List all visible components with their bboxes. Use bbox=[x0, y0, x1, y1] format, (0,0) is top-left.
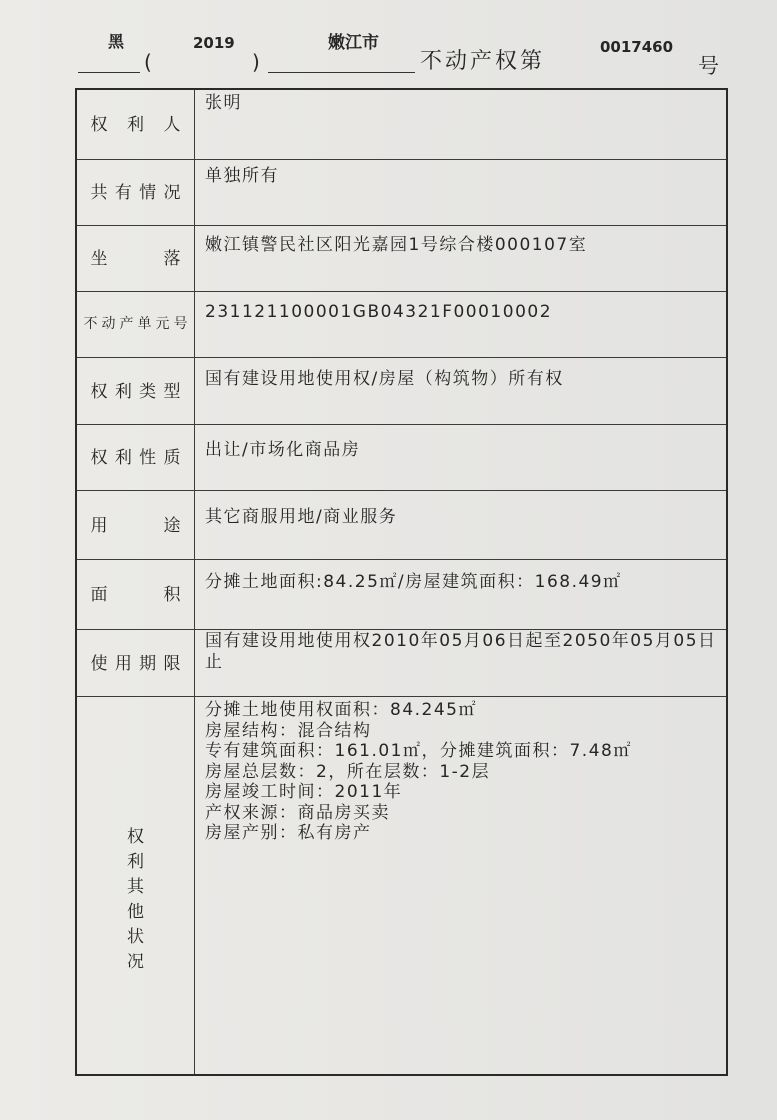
label-char: 落 bbox=[163, 249, 181, 269]
certificate-suffix: 号 bbox=[698, 54, 719, 78]
label-char: 人 bbox=[163, 115, 181, 135]
label-cell bbox=[77, 226, 195, 291]
label-cell bbox=[77, 160, 195, 225]
label-char: 元 bbox=[155, 315, 170, 332]
label-cell bbox=[77, 292, 195, 357]
label-char: 有 bbox=[114, 183, 132, 203]
value-term: 国有建设用地使用权2010年05月06日起至2050年05月05日止 bbox=[205, 631, 717, 672]
label-char: 型 bbox=[163, 381, 181, 402]
label-char: 动 bbox=[101, 315, 116, 332]
label-char: 况 bbox=[127, 952, 144, 972]
row-right-nature bbox=[77, 425, 726, 491]
value-area: 分摊土地面积:84.25㎡/房屋建筑面积：168.49㎡ bbox=[205, 572, 622, 592]
row-unit-number bbox=[77, 292, 726, 358]
other-line: 分摊土地使用权面积：84.245㎡ bbox=[205, 700, 477, 720]
label-char: 权 bbox=[127, 827, 144, 847]
label-char: 共 bbox=[90, 183, 108, 203]
other-line: 房屋结构：混合结构 bbox=[205, 720, 372, 741]
label-right-holder bbox=[91, 110, 181, 135]
label-char: 利 bbox=[114, 381, 132, 402]
certificate-number: 0017460 bbox=[600, 38, 674, 56]
label-char: 不 bbox=[83, 315, 98, 332]
label-char: 使 bbox=[90, 653, 108, 674]
label-char: 质 bbox=[163, 448, 181, 468]
label-char: 状 bbox=[127, 927, 144, 947]
label-char: 积 bbox=[163, 585, 181, 605]
label-char: 途 bbox=[163, 515, 181, 536]
label-char: 其 bbox=[127, 877, 144, 897]
label-area bbox=[91, 580, 181, 605]
label-right-nature bbox=[91, 443, 181, 468]
label-char: 情 bbox=[139, 183, 157, 203]
label-right-type bbox=[91, 377, 181, 402]
label-char: 期 bbox=[139, 653, 157, 674]
label-char: 单 bbox=[137, 315, 152, 332]
label-char: 他 bbox=[127, 902, 144, 922]
label-char: 号 bbox=[173, 315, 188, 332]
certificate-city: 嫩江市 bbox=[328, 33, 379, 53]
value-right-holder: 张明 bbox=[205, 93, 242, 113]
label-cell bbox=[77, 697, 195, 1074]
other-line: 房屋竣工时间：2011年 bbox=[205, 782, 403, 802]
label-location bbox=[91, 244, 181, 269]
close-parenthesis: ) bbox=[252, 50, 260, 74]
label-cell bbox=[77, 560, 195, 629]
open-parenthesis: ( bbox=[144, 50, 152, 74]
city-underline bbox=[268, 72, 415, 73]
value-other-status bbox=[195, 697, 726, 1074]
label-cell bbox=[77, 630, 195, 696]
label-char: 利 bbox=[127, 852, 144, 872]
province-underline bbox=[78, 72, 140, 73]
row-other-status bbox=[77, 697, 726, 1074]
label-char: 利 bbox=[127, 115, 144, 135]
label-char: 用 bbox=[114, 653, 132, 674]
label-char: 限 bbox=[163, 653, 181, 674]
row-term bbox=[77, 630, 726, 697]
label-char: 况 bbox=[163, 183, 181, 203]
row-location bbox=[77, 226, 726, 292]
label-cell bbox=[77, 491, 195, 559]
label-co-ownership bbox=[91, 178, 181, 203]
value-right-nature: 出让/市场化商品房 bbox=[205, 440, 361, 460]
label-char: 利 bbox=[114, 448, 132, 468]
certificate-prefix: 不动产权第 bbox=[420, 49, 546, 74]
label-char: 权 bbox=[90, 115, 108, 135]
other-line: 房屋产别：私有房产 bbox=[205, 823, 372, 843]
value-co-ownership: 单独所有 bbox=[205, 166, 279, 186]
province-abbreviation: 黑 bbox=[108, 32, 125, 51]
other-line: 产权来源：商品房买卖 bbox=[205, 802, 390, 823]
label-char: 类 bbox=[139, 381, 157, 402]
row-co-ownership bbox=[77, 160, 726, 226]
label-char: 用 bbox=[90, 515, 108, 536]
certificate-year: 2019 bbox=[193, 34, 235, 52]
value-right-type: 国有建设用地使用权/房屋（构筑物）所有权 bbox=[205, 369, 564, 389]
label-char: 权 bbox=[90, 448, 108, 468]
label-char: 面 bbox=[90, 585, 108, 605]
label-char: 性 bbox=[139, 448, 157, 468]
property-info-table bbox=[75, 88, 728, 1076]
row-area bbox=[77, 560, 726, 630]
label-char: 坐 bbox=[90, 249, 108, 269]
other-line: 房屋总层数：2，所在层数：1-2层 bbox=[205, 761, 491, 782]
label-char: 权 bbox=[90, 381, 108, 402]
label-cell bbox=[77, 425, 195, 490]
value-location: 嫩江镇警民社区阳光嘉园1号综合楼000107室 bbox=[205, 235, 588, 255]
value-usage: 其它商服用地/商业服务 bbox=[205, 507, 398, 527]
row-usage bbox=[77, 491, 726, 560]
label-unit-number bbox=[84, 313, 188, 333]
label-term bbox=[91, 649, 181, 674]
row-right-type bbox=[77, 358, 726, 425]
label-cell bbox=[77, 358, 195, 424]
row-right-holder bbox=[77, 90, 726, 160]
other-line: 专有建筑面积：161.01㎡，分摊建筑面积：7.48㎡ bbox=[205, 741, 632, 761]
label-usage bbox=[91, 511, 181, 536]
label-other-status bbox=[125, 822, 147, 972]
value-unit-number: 231121100001GB04321F00010002 bbox=[205, 302, 553, 322]
label-char: 产 bbox=[119, 315, 134, 332]
label-cell bbox=[77, 90, 195, 159]
